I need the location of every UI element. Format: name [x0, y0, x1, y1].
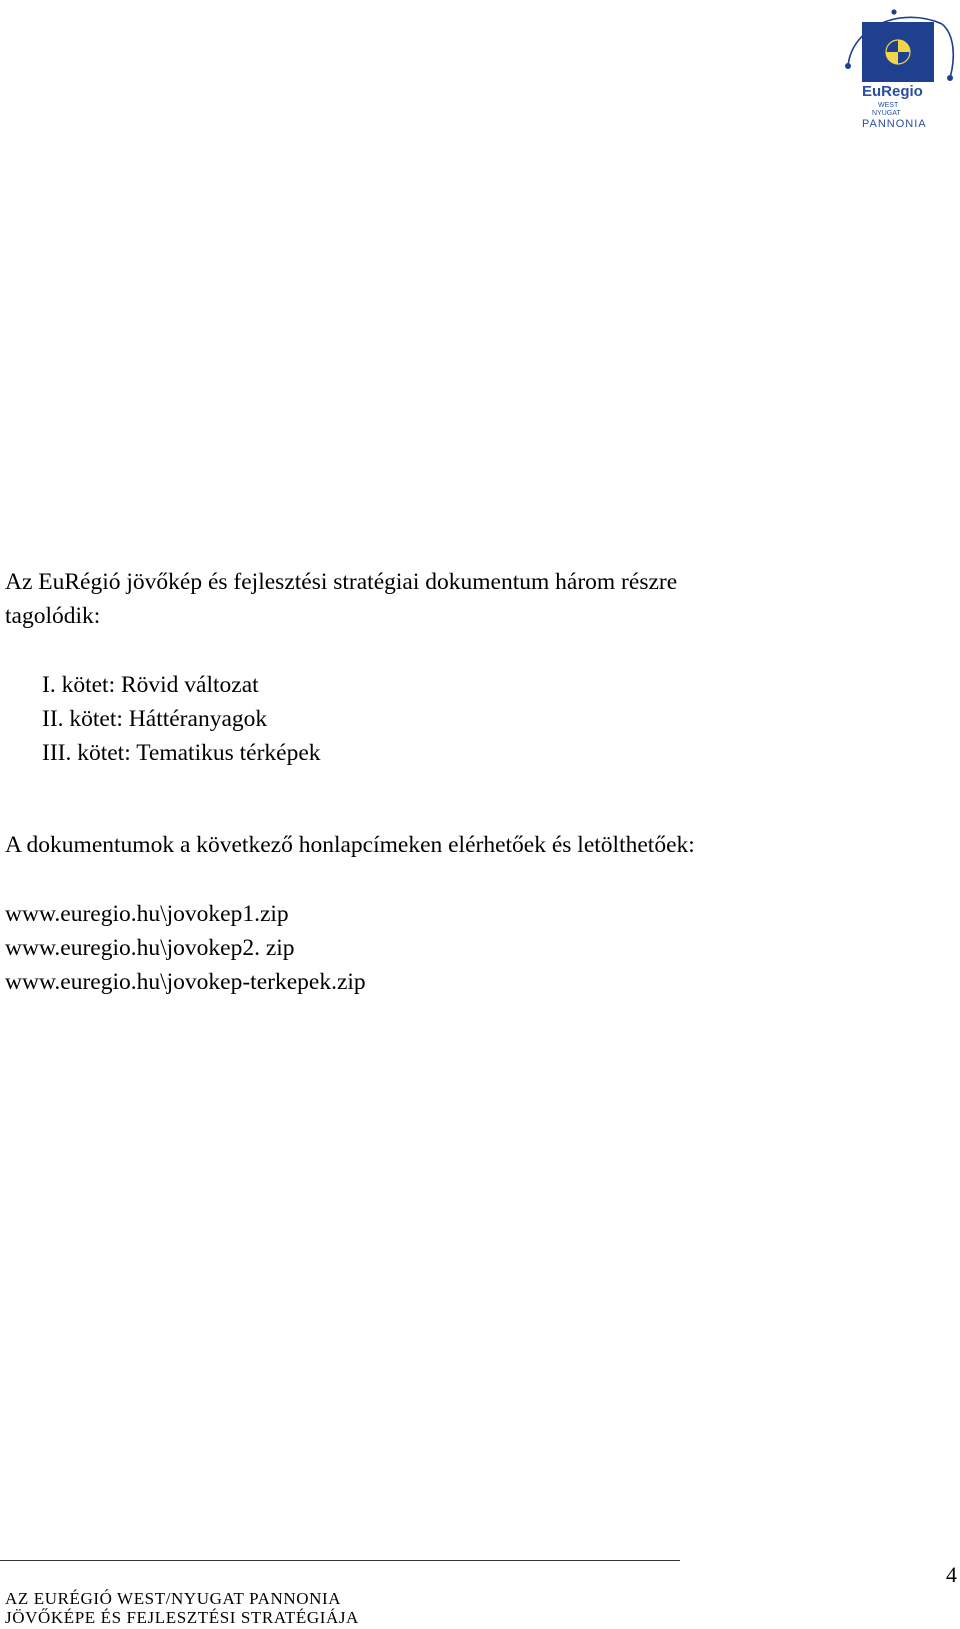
logo-text-pannonia: PANNONIA	[862, 118, 927, 130]
footer-divider	[0, 1560, 680, 1561]
intro-line-1: Az EuRégió jövőkép és fejlesztési stratégiai dokumentum három részre	[5, 569, 678, 595]
euregio-logo	[842, 6, 958, 130]
page-number: 4	[946, 1562, 957, 1587]
availability-text: A dokumentumok a következő honlapcímeken elérhetőek és letölthetőek:	[5, 832, 695, 858]
volume-item-1: I. kötet: Rövid változat	[42, 672, 259, 698]
footer-line-2: JÖVŐKÉPE ÉS FEJLESZTÉSI STRATÉGIÁJA	[5, 1608, 359, 1627]
volume-item-2: II. kötet: Háttéranyagok	[42, 706, 268, 732]
footer-line-1: AZ EURÉGIÓ WEST/NYUGAT PANNONIA	[5, 1589, 342, 1608]
logo-text-nyugat: NYUGAT	[872, 110, 901, 117]
download-link-1[interactable]: www.euregio.hu\jovokep1.zip	[5, 901, 289, 927]
download-link-3[interactable]: www.euregio.hu\jovokep-terkepek.zip	[5, 969, 366, 995]
intro-line-2: tagolódik:	[5, 603, 101, 629]
volume-item-3: III. kötet: Tematikus térképek	[42, 740, 321, 766]
download-link-2[interactable]: www.euregio.hu\jovokep2. zip	[5, 935, 295, 961]
logo-text-euregio: EuRegio	[862, 83, 923, 100]
logo-text-west: WEST	[878, 102, 899, 109]
